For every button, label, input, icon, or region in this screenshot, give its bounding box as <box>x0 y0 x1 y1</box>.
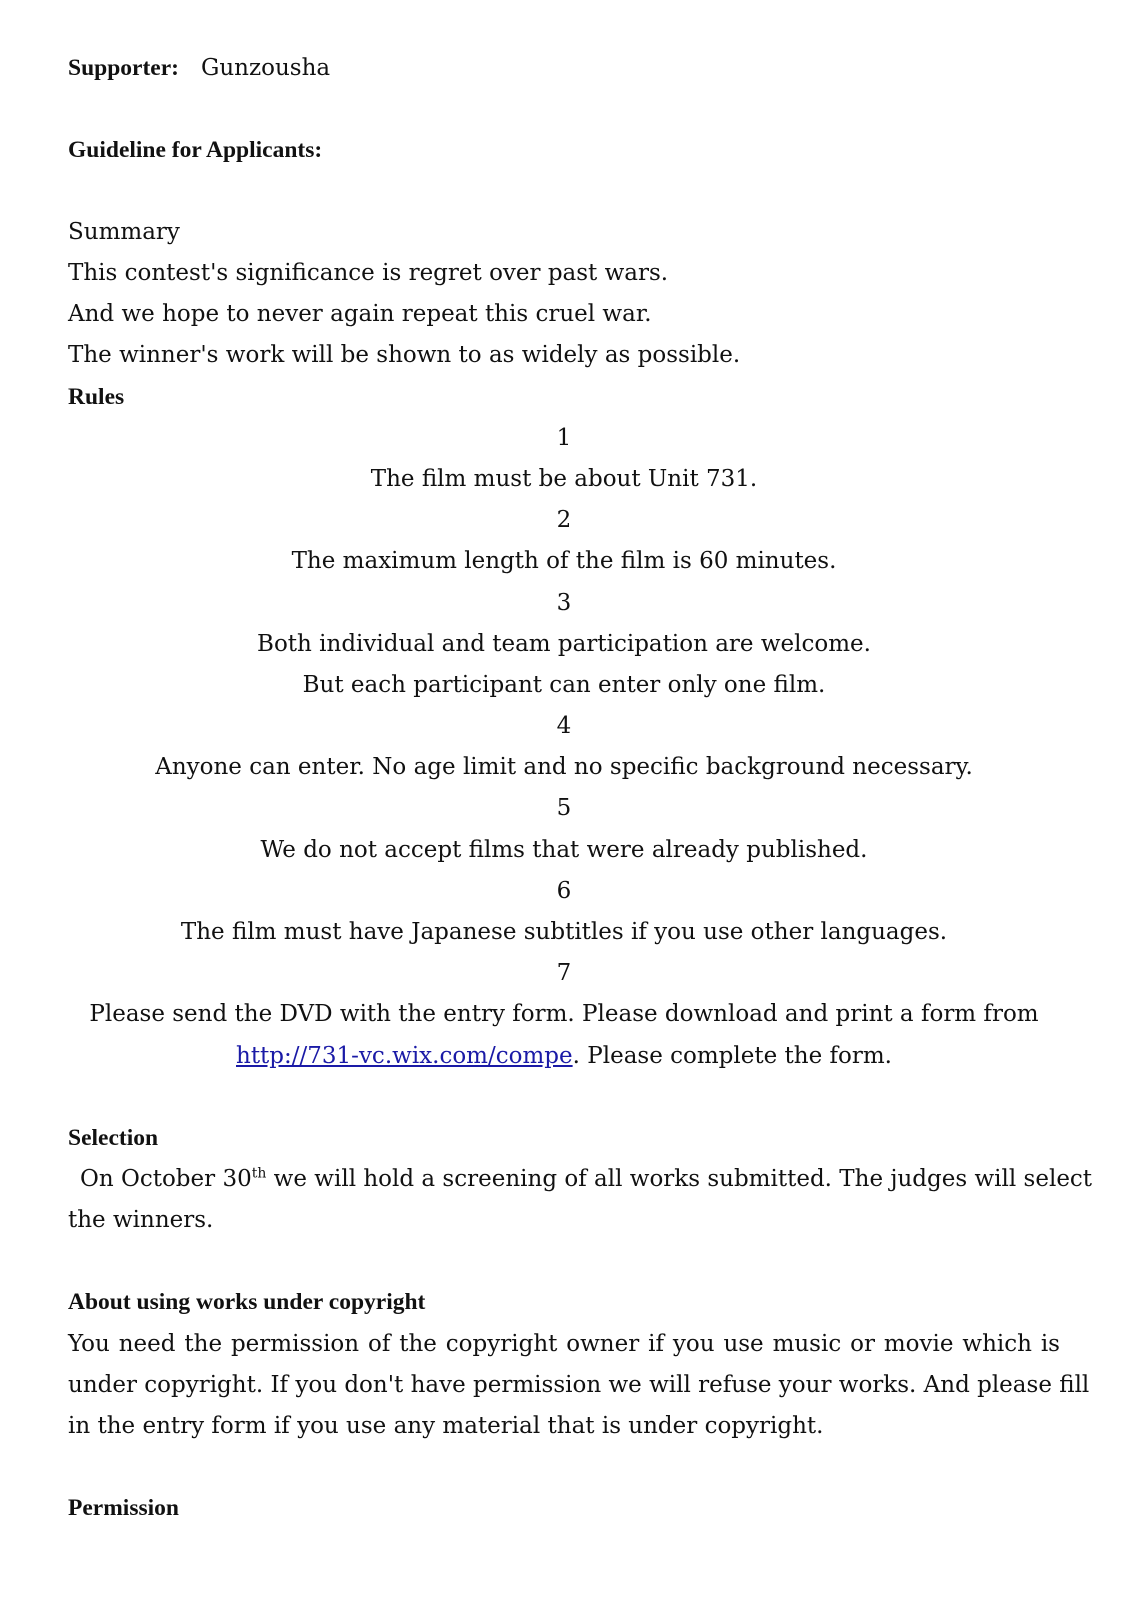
rule-number: 5 <box>556 795 572 821</box>
permission-heading: Permission <box>68 1495 179 1521</box>
rule-text: Both individual and team participation are welcome. <box>257 631 871 657</box>
copyright-heading: About using works under copyright <box>68 1289 426 1315</box>
rule-text: The maximum length of the film is 60 minutes. <box>291 548 837 574</box>
rule-number: 6 <box>556 878 572 904</box>
rule-text: But each participant can enter only one film. <box>302 672 826 698</box>
supporter-label: Supporter: <box>68 55 179 81</box>
rule-number: 7 <box>556 960 572 986</box>
rule-text-with-link <box>68 1041 1060 1071</box>
entry-form-link[interactable]: http://731-vc.wix.com/compe <box>236 1043 573 1069</box>
selection-line <box>68 1164 1093 1194</box>
rule-number: 1 <box>556 425 572 451</box>
rule-text: Anyone can enter. No age limit and no specific background necessary. <box>155 754 973 780</box>
selection-text-end: we will hold a screening of all works submitted. The judges will select <box>266 1166 1093 1192</box>
document-page <box>68 0 1093 1600</box>
guideline-heading: Guideline for Applicants: <box>68 137 323 163</box>
rule-number: 4 <box>556 713 572 739</box>
selection-heading: Selection <box>68 1125 159 1151</box>
supporter-value: Gunzousha <box>200 55 331 81</box>
rule-text: Please send the DVD with the entry form. Please download and print a form from <box>89 1001 1039 1027</box>
ordinal-suffix: th <box>251 1165 267 1182</box>
rule-text: The film must have Japanese subtitles if you use other languages. <box>180 919 948 945</box>
summary-line: The winner's work will be shown to as widely as possible. <box>68 342 741 368</box>
rule-text: The film must be about Unit 731. <box>370 466 758 492</box>
selection-text-start: On October 30 <box>80 1166 252 1192</box>
copyright-line: in the entry form if you use any material that is under copyright. <box>68 1413 824 1439</box>
rule-number: 2 <box>556 507 572 533</box>
summary-line: This contest's significance is regret over past wars. <box>68 260 669 286</box>
rule-text: We do not accept films that were already published. <box>260 837 868 863</box>
copyright-line: You need the permission of the copyright owner if you use music or movie which is <box>68 1331 1060 1357</box>
rule-number: 3 <box>556 590 572 616</box>
copyright-line: under copyright. If you don't have permission we will refuse your works. And please fill <box>68 1372 1090 1398</box>
summary-line: And we hope to never again repeat this cruel war. <box>68 301 652 327</box>
supporter-line <box>68 53 1060 83</box>
selection-line: the winners. <box>68 1207 214 1233</box>
summary-heading: Summary <box>68 219 180 245</box>
rule-text-tail: . Please complete the form. <box>572 1043 892 1069</box>
rules-heading: Rules <box>68 384 125 410</box>
